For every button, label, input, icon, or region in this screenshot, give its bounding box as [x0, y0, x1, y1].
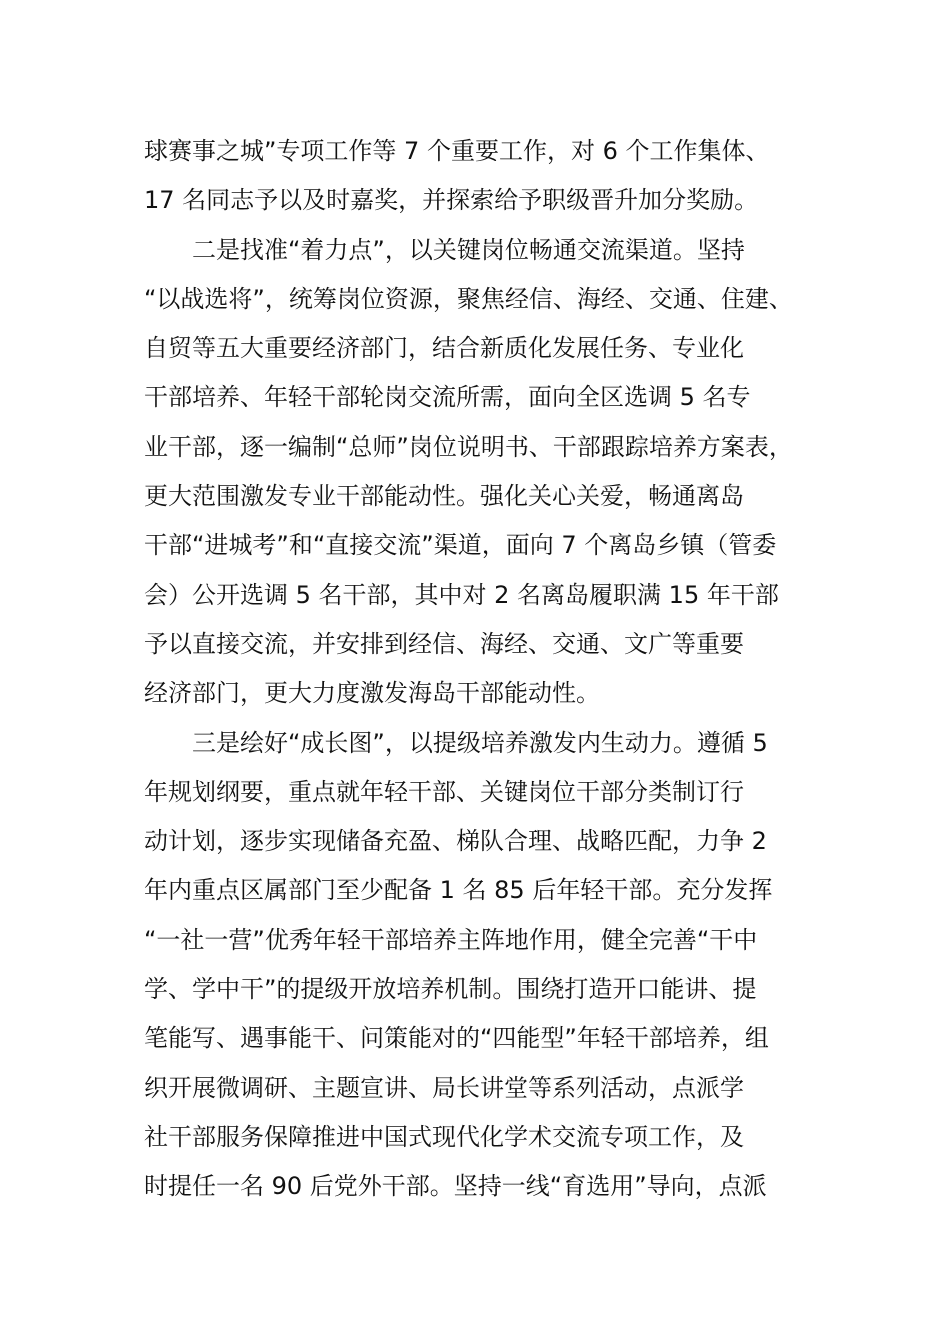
text-line: 予以直接交流，并安排到经信、海经、交通、文广等重要: [144, 629, 744, 658]
text-line: 球赛事之城”专项工作等 7 个重要工作，对 6 个工作集体、: [144, 137, 770, 165]
text-line: 自贸等五大重要经济部门，结合新质化发展任务、专业化: [144, 334, 744, 363]
text-line: 时提任一名 90 后党外干部。坚持一线“育选用”导向，点派: [144, 1172, 767, 1201]
text-line: 动计划，逐步实现储备充盈、梯队合理、战略匹配，力争 2: [144, 827, 767, 856]
text-line: 学、学中干”的提级开放培养机制。围绕打造开口能讲、提: [144, 975, 757, 1004]
text-line: “以战选将”，统筹岗位资源，聚焦经信、海经、交通、住建、: [144, 284, 793, 313]
text-line: 会）公开选调 5 名干部，其中对 2 名离岛履职满 15 年干部: [144, 580, 779, 609]
paragraph-start-line: 三是绘好“成长图”，以提级培养激发内生动力。遵循 5: [192, 728, 768, 757]
text-line: 织开展微调研、主题宣讲、局长讲堂等系列活动，点派学: [144, 1073, 744, 1102]
body-text: [144, 127, 844, 1212]
text-line: 干部培养、年轻干部轮岗交流所需，面向全区选调 5 名专: [144, 383, 751, 412]
text-line: 经济部门，更大力度激发海岛干部能动性。: [144, 679, 600, 708]
text-line: “一社一营”优秀年轻干部培养主阵地作用，健全完善“干中: [144, 925, 758, 954]
text-line: 年内重点区属部门至少配备 1 名 85 后年轻干部。充分发挥: [144, 876, 773, 905]
text-line: 笔能写、遇事能干、问策能对的“四能型”年轻干部培养，组: [144, 1024, 769, 1053]
text-line: 17 名同志予以及时嘉奖，并探索给予职级晋升加分奖励。: [144, 186, 759, 215]
text-line: 社干部服务保障推进中国式现代化学术交流专项工作，及: [144, 1122, 744, 1151]
text-line: 干部“进城考”和“直接交流”渠道，面向 7 个离岛乡镇（管委: [144, 531, 777, 560]
paragraph-start-line: 二是找准“着力点”，以关键岗位畅通交流渠道。坚持: [192, 235, 745, 264]
text-line: 年规划纲要，重点就年轻干部、关键岗位干部分类制订行: [144, 777, 744, 806]
text-line: 业干部，逐一编制“总师”岗位说明书、干部跟踪培养方案表，: [144, 432, 793, 461]
text-line: 更大范围激发专业干部能动性。强化关心关爱，畅通离岛: [144, 482, 744, 511]
